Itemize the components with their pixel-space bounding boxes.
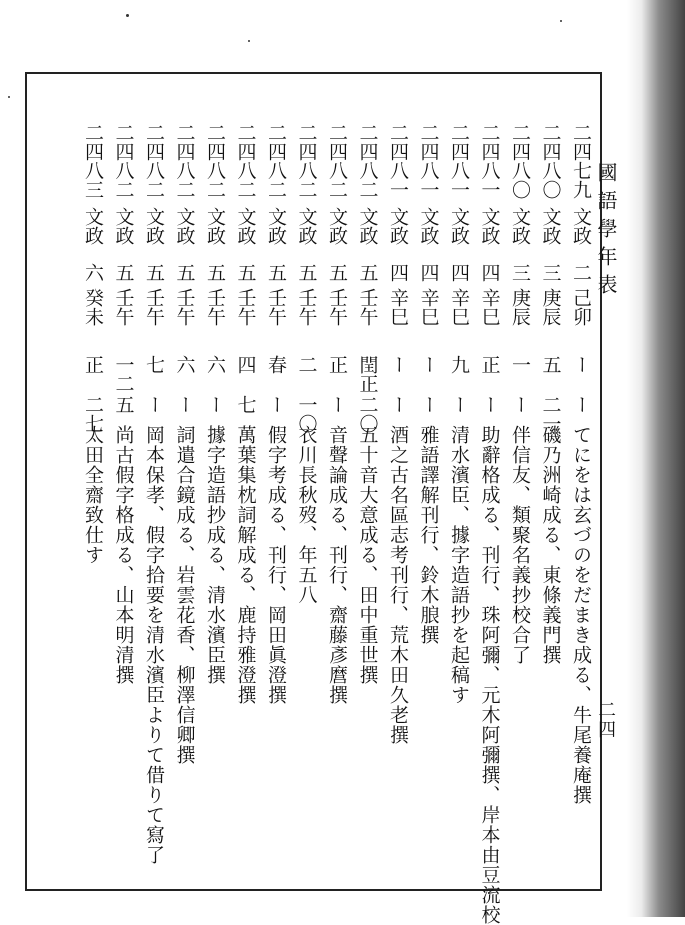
table-row bbox=[560, 123, 590, 883]
era-cell: 文政 bbox=[570, 207, 592, 245]
day-cell: ー bbox=[417, 395, 440, 414]
kanshi-cell: 壬午 bbox=[295, 288, 318, 326]
day-cell: ー bbox=[509, 395, 531, 414]
kanshi-cell: 辛巳 bbox=[417, 288, 440, 326]
kanshi-cell: 辛巳 bbox=[478, 288, 501, 326]
year-cell: 二四八二 bbox=[204, 123, 226, 199]
era-cell: 文政 bbox=[387, 207, 409, 245]
scan-speck bbox=[248, 40, 250, 42]
era-year-cell: 六癸未 bbox=[82, 263, 104, 326]
year-cell: 二四八一 bbox=[417, 123, 440, 199]
day-cell: 一〇 bbox=[295, 395, 318, 433]
kanshi-cell: 庚辰 bbox=[539, 288, 562, 326]
era-cell: 文政 bbox=[356, 207, 379, 245]
table-row bbox=[377, 123, 407, 883]
year-cell: 二四七九 bbox=[570, 123, 592, 199]
day-cell: ー bbox=[265, 395, 287, 414]
era-year-cell: 三庚辰 bbox=[509, 263, 531, 326]
running-header: 國語學年表 bbox=[594, 162, 618, 302]
year-cell: 二四八二 bbox=[295, 123, 318, 199]
year-cell: 二四八二 bbox=[234, 123, 257, 199]
era-year-cell: 四辛巳 bbox=[448, 263, 470, 326]
day-cell: 二〇 bbox=[356, 395, 379, 433]
table-row bbox=[530, 123, 560, 883]
era-year-cell: 四辛巳 bbox=[478, 263, 501, 326]
table-row bbox=[225, 123, 255, 883]
year-cell: 二四八二 bbox=[112, 123, 135, 199]
day-cell: ー bbox=[448, 395, 470, 414]
kanshi-cell: 庚辰 bbox=[509, 288, 531, 326]
event-cell: 衣川長秋歿、年五八 bbox=[295, 425, 318, 605]
era-year-cell: 五壬午 bbox=[112, 263, 135, 326]
day-cell: ー bbox=[204, 395, 226, 414]
event-cell: 假字考成る、刊行、岡田眞澄撰 bbox=[265, 425, 287, 705]
era-year-cell: 五壬午 bbox=[265, 263, 287, 326]
era-cell: 文政 bbox=[112, 207, 135, 245]
day-cell: ー bbox=[326, 395, 348, 414]
event-cell: 音聲論成る、刊行、齋藤彥麿撰 bbox=[326, 425, 348, 705]
month-cell: 五 bbox=[539, 355, 562, 374]
year-cell: 二四八二 bbox=[326, 123, 348, 199]
scan-edge-shadow bbox=[627, 0, 685, 917]
month-cell: ー bbox=[387, 355, 409, 374]
era-cell: 文政 bbox=[417, 207, 440, 245]
year-cell: 二四八一 bbox=[448, 123, 470, 199]
day-cell: ー bbox=[143, 395, 165, 414]
event-cell: 清水濱臣、據字造語抄を起稿す bbox=[448, 425, 470, 705]
month-cell: 六 bbox=[173, 355, 196, 374]
era-year-cell: 五壬午 bbox=[143, 263, 165, 326]
month-cell: ー bbox=[570, 355, 592, 374]
month-cell: 正 bbox=[82, 355, 104, 374]
month-cell: 春 bbox=[265, 355, 287, 374]
era-cell: 文政 bbox=[539, 207, 562, 245]
month-cell: 正 bbox=[326, 355, 348, 374]
table-row bbox=[469, 123, 501, 925]
kanshi-cell: 壬午 bbox=[204, 288, 226, 326]
table-row bbox=[164, 123, 194, 883]
day-cell: 二七 bbox=[82, 395, 104, 433]
event-cell: 雅語譯解刊行、鈴木朖撰 bbox=[417, 425, 440, 645]
era-year-cell: 四辛巳 bbox=[387, 263, 409, 326]
month-cell: 四 bbox=[234, 355, 257, 374]
table-row bbox=[347, 123, 377, 883]
table-row bbox=[194, 123, 224, 883]
year-cell: 二四八二 bbox=[265, 123, 287, 199]
era-year-cell: 四辛巳 bbox=[417, 263, 440, 326]
scan-speck bbox=[560, 20, 562, 22]
day-cell: ー bbox=[570, 395, 592, 414]
month-cell: 一 bbox=[509, 355, 531, 374]
era-cell: 文政 bbox=[204, 207, 226, 245]
event-cell: 磯乃洲崎成る、東條義門撰 bbox=[539, 425, 562, 665]
table-row bbox=[286, 123, 316, 883]
kanshi-cell: 癸未 bbox=[82, 288, 104, 326]
kanshi-cell: 壬午 bbox=[356, 288, 379, 326]
table-row bbox=[72, 123, 102, 883]
era-cell: 文政 bbox=[234, 207, 257, 245]
table-row bbox=[255, 123, 285, 883]
era-cell: 文政 bbox=[326, 207, 348, 245]
year-cell: 二四八二 bbox=[356, 123, 379, 199]
era-cell: 文政 bbox=[509, 207, 531, 245]
day-cell: ー bbox=[387, 395, 409, 414]
year-cell: 二四八〇 bbox=[509, 123, 531, 199]
event-cell: 據字造語抄成る、清水濱臣撰 bbox=[204, 425, 226, 685]
month-cell: ー bbox=[417, 355, 440, 374]
day-cell: ー bbox=[478, 395, 501, 414]
era-cell: 文政 bbox=[265, 207, 287, 245]
era-cell: 文政 bbox=[448, 207, 470, 245]
event-cell: 尚古假字格成る、山本明清撰 bbox=[112, 425, 135, 685]
kanshi-cell: 壬午 bbox=[112, 288, 135, 326]
kanshi-cell: 壬午 bbox=[234, 288, 257, 326]
era-year-cell: 三庚辰 bbox=[539, 263, 562, 326]
day-cell: 五 bbox=[112, 395, 135, 414]
kanshi-cell: 壬午 bbox=[143, 288, 165, 326]
table-row bbox=[438, 123, 468, 883]
month-cell: 二 bbox=[295, 355, 318, 374]
day-cell: ー bbox=[173, 395, 196, 414]
event-cell: てにをは玄づのをだまき成る、牛尾養庵撰 bbox=[570, 425, 592, 805]
scan-speck bbox=[8, 96, 10, 98]
era-cell: 文政 bbox=[478, 207, 501, 245]
era-cell: 文政 bbox=[82, 207, 104, 245]
scan-speck bbox=[126, 14, 129, 17]
year-cell: 二四八一 bbox=[387, 123, 409, 199]
table-row bbox=[133, 123, 163, 883]
event-cell: 太田全齋致仕す bbox=[82, 425, 104, 565]
month-cell: 閏正 bbox=[356, 355, 379, 393]
event-cell: 萬葉集枕詞解成る、鹿持雅澄撰 bbox=[234, 425, 257, 705]
table-row bbox=[103, 123, 133, 883]
year-cell: 二四八一 bbox=[478, 123, 501, 199]
kanshi-cell: 壬午 bbox=[326, 288, 348, 326]
month-cell: 七 bbox=[143, 355, 165, 374]
event-cell: 助辭格成る、刊行、珠阿彌、元木阿彌撰、岸本由豆流校 bbox=[478, 425, 501, 925]
table-row bbox=[408, 123, 438, 883]
month-cell: 六 bbox=[204, 355, 226, 374]
kanshi-cell: 壬午 bbox=[265, 288, 287, 326]
event-cell: 詞遣合鏡成る、岩雲花香、柳澤信卿撰 bbox=[173, 425, 196, 765]
era-year-cell: 二己卯 bbox=[570, 263, 592, 326]
era-cell: 文政 bbox=[295, 207, 318, 245]
era-year-cell: 五壬午 bbox=[295, 263, 318, 326]
event-cell: 酒之古名區志考刊行、荒木田久老撰 bbox=[387, 425, 409, 745]
day-cell: 二一 bbox=[539, 395, 562, 433]
era-year-cell: 五壬午 bbox=[356, 263, 379, 326]
era-cell: 文政 bbox=[173, 207, 196, 245]
era-year-cell: 五壬午 bbox=[173, 263, 196, 326]
event-cell: 伴信友、類聚名義抄校合了 bbox=[509, 425, 531, 665]
year-cell: 二四八二 bbox=[173, 123, 196, 199]
kanshi-cell: 壬午 bbox=[173, 288, 196, 326]
era-year-cell: 五壬午 bbox=[204, 263, 226, 326]
kanshi-cell: 己卯 bbox=[570, 288, 592, 326]
month-cell: 正 bbox=[478, 355, 501, 374]
kanshi-cell: 辛巳 bbox=[448, 288, 470, 326]
era-cell: 文政 bbox=[143, 207, 165, 245]
day-cell: 七 bbox=[234, 395, 257, 414]
page-number: 二四 bbox=[595, 700, 616, 740]
era-year-cell: 五壬午 bbox=[326, 263, 348, 326]
table-row bbox=[316, 123, 346, 883]
event-cell: 岡本保孝、假字拾要を清水濱臣よりて借りて寫了 bbox=[143, 425, 165, 865]
month-cell: 一二 bbox=[112, 355, 135, 393]
year-cell: 二四八二 bbox=[143, 123, 165, 199]
kanshi-cell: 辛巳 bbox=[387, 288, 409, 326]
table-row bbox=[499, 123, 529, 883]
year-cell: 二四八三 bbox=[82, 123, 104, 199]
year-cell: 二四八〇 bbox=[539, 123, 562, 199]
month-cell: 九 bbox=[448, 355, 470, 374]
era-year-cell: 五壬午 bbox=[234, 263, 257, 326]
event-cell: 五十音大意成る、田中重世撰 bbox=[356, 425, 379, 685]
